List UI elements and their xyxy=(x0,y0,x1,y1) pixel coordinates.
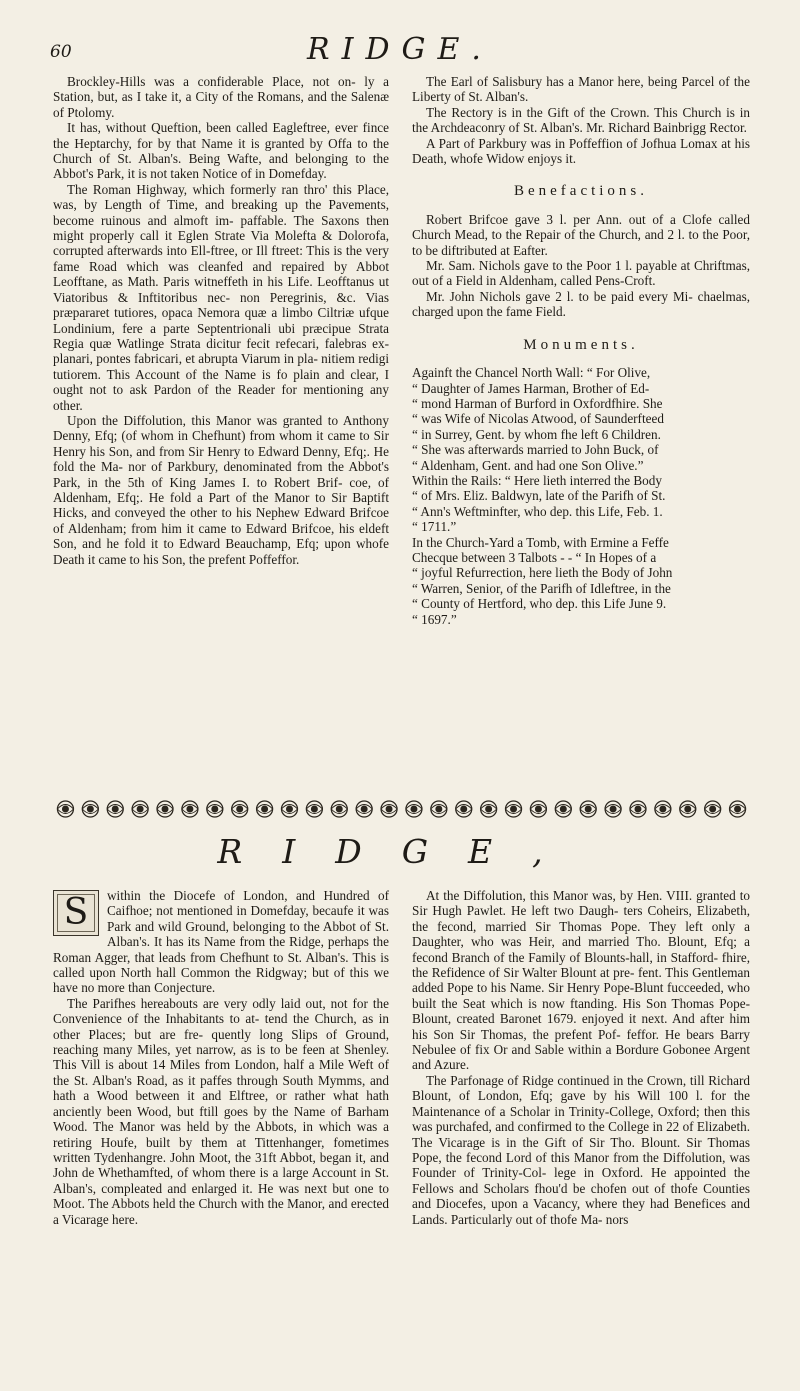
ornament-rosette xyxy=(356,801,372,817)
benefactions-heading: Benefactions. xyxy=(513,183,649,200)
decorative-ornament-band xyxy=(53,798,750,820)
ornament-rosette xyxy=(730,801,746,817)
ornament-rosette xyxy=(207,801,223,817)
ornament-band-svg xyxy=(53,798,750,820)
inscription-line: “ Ann's Weftminfter, who dep. this Life, Feb. 1. xyxy=(412,503,663,519)
monument-inscription-3 xyxy=(412,535,750,627)
ornament-rosette xyxy=(431,801,447,817)
paragraph xyxy=(53,888,389,996)
inscription-line: “ 1711.” xyxy=(412,519,457,535)
ornament-rosette xyxy=(580,801,596,817)
monument-inscription-2 xyxy=(412,473,750,535)
inscription-line: “ Warren, Senior, of the Parifh of Idleftree, in the xyxy=(412,580,671,596)
inscription-line: “ Daughter of James Harman, Brother of Ed- xyxy=(412,380,650,396)
ornament-rosette xyxy=(555,801,571,817)
paragraph: A Part of Parkbury was in Poffeffion of Jofhua Lomax at his Death, whofe Widow enjoys it. xyxy=(412,135,750,167)
inscription-line: “ in Surrey, Gent. by whom fhe left 6 Children. xyxy=(412,426,661,442)
ornament-rosette xyxy=(157,801,173,817)
paragraph: Robert Brifcoe gave 3 l. per Ann. out of a Clofe called Church Mead, to the Repair of the Church, and 2 l. to the Poor, to be diftributed at Eafter. xyxy=(412,211,750,258)
paragraph: At the Diffolution, this Manor was, by Hen. VIII. granted to Sir Hugh Pawlet. He left two Daugh- ters Coheirs, Elizabeth, the fecond, married Sir Thomas Pope. They left only a Daughter, who was Heir, and married Tho. Blount, Efq; a fecond Branch of the Family of Blounts-hall, in Stafford- fhire, the Refidence of Sir Walter Blount at pre- fent. This Gentleman added Pope to his Name. Sir Henry Pope-Blunt fucceeded, who built the Seat which is now ftanding. His Son Thomas Pope- Blount, created Baronet 1679. enjoyed it next. And after him his Son Sir Thomas, the prefent Pof- feffor. He bears Barry Nebulee of fix Or and Sable within a Bordure Gobonee Argent and Azure. xyxy=(412,888,750,1073)
ornament-rosette xyxy=(530,801,546,817)
drop-cap-letter: S xyxy=(63,892,89,933)
ornament-rosette xyxy=(132,801,148,817)
inscription-line: Within the Rails: “ Here lieth interred the Body xyxy=(412,472,662,488)
ornament-rosette xyxy=(381,801,397,817)
ornament-rosette xyxy=(232,801,248,817)
inscription-line: Checque between 3 Talbots - - “ In Hopes of a xyxy=(412,549,657,565)
inscription-line: “ Aldenham, Gent. and had one Son Olive.” xyxy=(412,457,644,473)
running-title: RIDGE. xyxy=(307,32,493,67)
page-number: 60 xyxy=(50,42,72,62)
ornament-rosette xyxy=(705,801,721,817)
ornament-rosette xyxy=(630,801,646,817)
paragraph: The Parfonage of Ridge continued in the Crown, till Richard Blount, of London, Efq; gave by his Will 100 l. for the Maintenance of a Scholar in Trinity-College, Oxford; then this was purchafed, and confirmed to the College in 22 of Elizabeth. The Vicarage is in the Gift of Sir Tho. Blount. Sir Thomas Pope, the fecond Lord of this Manor from the Diffolution, was Founder of Trinity-Col- lege in Oxford. He appointed the Fellows and Scholars fhou'd be chofen out of thofe Counties and Diocefes, upon a Vacancy, where they had Benefices and Lands. Particularly out of thofe Ma- nors xyxy=(412,1072,750,1227)
section-title-ridge: RIDGE, xyxy=(217,832,583,871)
inscription-line: “ joyful Refurrection, here lieth the Body of John xyxy=(412,565,673,581)
ornament-rosette xyxy=(680,801,696,817)
paragraph: Mr. Sam. Nichols gave to the Poor 1 l. payable at Chriftmas, out of a Field in Aldenham, called Pens-Croft. xyxy=(412,258,750,289)
right-column-top xyxy=(412,74,750,627)
ornament-rosette xyxy=(481,801,497,817)
ornament-rosette xyxy=(306,801,322,817)
inscription-line: “ was Wife of Nicolas Atwood, of Saunderfteed xyxy=(412,411,664,427)
inscription-line: “ She was afterwards married to John Buck, of xyxy=(412,442,659,458)
ornament-rosette xyxy=(281,801,297,817)
monuments-heading: Monuments. xyxy=(523,336,639,353)
left-column-top xyxy=(53,74,389,567)
paragraph: Mr. John Nichols gave 2 l. to be paid every Mi- chaelmas, charged upon the fame Field. xyxy=(412,288,750,320)
ornament-rosette xyxy=(456,801,472,817)
inscription-line: In the Church-Yard a Tomb, with Ermine a Feffe xyxy=(412,534,669,550)
inscription-line: Againft the Chancel North Wall: “ For Olive, xyxy=(412,365,651,381)
ornament-rosette xyxy=(257,801,273,817)
paragraph: The Earl of Salisbury has a Manor here, being Parcel of the Liberty of St. Alban's. xyxy=(412,74,750,105)
paragraph: The Rectory is in the Gift of the Crown. This Church is in the Archdeaconry of St. Alban's. Mr. Richard Bainbrigg Rector. xyxy=(412,104,750,136)
ornament-rosette xyxy=(506,801,522,817)
ornament-rosette xyxy=(82,801,98,817)
ornament-rosette xyxy=(331,801,347,817)
paragraph: It has, without Queftion, been called Eagleftree, ever fince the Heptarchy, for by that Name it is granted by Offa to the Church of St. Alban's. Being Wafte, and belonging to the Abbot's Park, it is not taken Notice of in Domefday. xyxy=(53,120,389,182)
page-header xyxy=(0,28,800,68)
ornament-rosette xyxy=(406,801,422,817)
paragraph: The Parifhes hereabouts are very odly laid out, not for the Convenience of the Inhabitants to at- tend the Church, as in other Places; but are fre- quently long Slips of Ground, reaching many Miles, yet narrow, as is to be feen at Shenley. This Vill is about 14 Miles from London, half a Mile Weft of the St. Alban's Road, as it paffes through South Mymms, and hath a Wood between it and Elftree, or rather what hath anciently been Wood, but ftill goes by the Name of Barham Wood. The Manor was held by the Abbots, in which was a retiring Houfe, built by them at Tittenhanger, fometimes written Tydenhangre. John Moot, the 31ft Abbot, began it, and John de Whethamfted, of whom there is a large Account in St. Alban's, compleated and enlarged it. He was next but one to Moot. The Abbots held the Church with the Manor, and erected a Vicarage here. xyxy=(53,995,389,1227)
left-column-bottom xyxy=(53,888,389,1227)
right-column-bottom xyxy=(412,888,750,1227)
paragraph-text: within the Diocefe of London, and Hundred of Caifhoe; not mentioned in Domefday, becaufe it was Park and wild Ground, belonging to the Abbot of St. Alban's. It has its Name from the Ridge, perhaps the Roman Agger, that leads from Chefhunt to St. Alban's. This is called upon North hall Common the Ridgway; but of this we have no more than Conjecture. xyxy=(53,888,389,996)
inscription-line: “ County of Hertford, who dep. this Life June 9. xyxy=(412,596,667,612)
ornament-rosette xyxy=(57,801,73,817)
ornament-rosette xyxy=(182,801,198,817)
paragraph: Upon the Diffolution, this Manor was granted to Anthony Denny, Efq; (of whom in Chefhunt) from whom it came to Sir Henry his Son, and from Sir Henry to Edward Denny, Efq;. He fold the Ma- nor of Parkbury, denominated from the Abbot's Park, in the 5th of King James I. to Robert Brif- coe, of Aldenham, Efq;. He fold a Part of the Manor to Sir Baptift Hicks, and conveyed the other to his Nephew Edward Brifcoe of Aldenham; from him it came to Edward Brifcoe, his eldeft Son, and he fold it to Edward Beauchamp, Efq; upon whofe Death it came to his Son, the prefent Poffeffor. xyxy=(53,412,389,567)
ornament-rosette xyxy=(605,801,621,817)
monument-inscription-1 xyxy=(412,365,750,473)
inscription-line: “ mond Harman of Burford in Oxfordfhire. She xyxy=(412,395,663,411)
inscription-line: “ of Mrs. Eliz. Baldwyn, late of the Parifh of St. xyxy=(412,488,666,504)
inscription-line: “ 1697.” xyxy=(412,611,457,627)
paragraph: The Roman Highway, which formerly ran thro' this Place, was, by Length of Time, and breaking up the Pavements, become ruinous and almoft im- paffable. The Saxons then might properly call it Eglen Strate Via Molefta & Dolorofa, corrupted afterwards into Ell-ftree, or Ill ftreet: This is the very fame Road which was cleanfed and repaired by Abbot Leofftane, as Math. Paris witneffeth in his Life. Leofftanus ut Viatoribus & Inftitoribus nec- non Peregrinis, &c. Vias præpararet tutiores, opaca Nemora quæ a limbo Ciltriæ ufque Londinium, fere a parte Septentrionali ubi præcipue Strata Regia quæ Watlinge Strata dicitur fecit refecari, falebras ex- planari, pontes fabricari, et abrupta Viarum in pla- nitiem redigi tutiorem. This Account of the Name is fo plain and clear, I ought not to ask Pardon of the Reader for mentioning any other. xyxy=(53,181,389,413)
ornament-rosette xyxy=(655,801,671,817)
drop-cap-ornament xyxy=(53,890,99,936)
ornament-rosette xyxy=(107,801,123,817)
paragraph: Brockley-Hills was a confiderable Place, not on- ly a Station, but, as I take it, a City of the Romans, and the Salenæ of Ptolomy. xyxy=(53,74,389,120)
